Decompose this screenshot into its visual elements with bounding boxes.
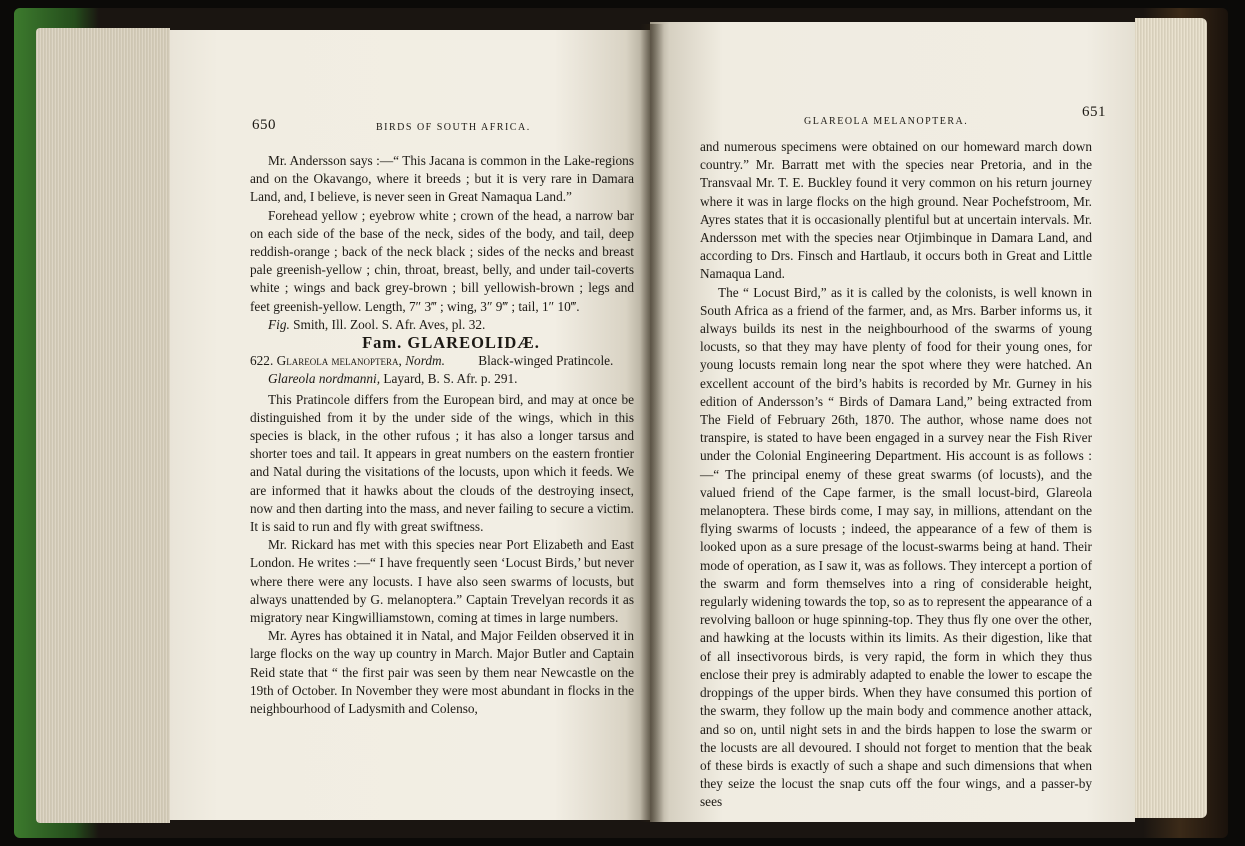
left-running-title: BIRDS OF SOUTH AFRICA.: [376, 122, 531, 133]
paragraph: The “ Locust Bird,” as it is called by the colonists, is well known in South Africa as a friend of the farmer, and, as Mrs. Barber informs us, it always builds its nest in the neighbourhood of the swarms of young locusts, so that they may have plenty of food for their young ones, for young locusts remain long near the spot where they were hatched. An excellent account of the bird’s habits is recorded by Mr. Gurney in his edition of Andersson’s “ Birds of Damara Land,” being extracted from The Field of February 26th, 1870. The author, whose name does not transpire, is stated to have been engaged in a survey near the Fish River under the Colonial Engineering Department. His account is as follows :—“ The principal enemy of these great swarms (of locusts), and the valued friend of the Cape farmer, is the small locust-bird, Glareola melanoptera. These birds come, I may say, in millions, attendant on the flying swarms of locusts ; indeed, the appearance of a few of them is looked upon as a sure presage of the locust-swarms being at hand. Their mode of operation, as I saw it, was as follows. They intercept a portion of the swarm and form themselves into a ring of considerable height, regularly widening towards the top, so as to represent the appearance of a revolving balloon or huge spinning-top. They thus fly one over the other, and hawking at the locusts within its limits. As their digestion, like that of all insectivorous birds, is very rapid, the form in which they thus enclose their prey is admirably adapted to enable the lower to escape the droppings of the upper birds. When they have consumed this portion of the swarm, they follow up the main body and commence another attack, and so on, until night sets in and the birds happen to lose the swarm or the locusts are all devoured. I should not forget to mention that the beak of these birds is exactly of such a shape and such dimensions that when they seize the locust the snap cuts off the four wings, and a passer-by sees: [700, 284, 1092, 810]
left-text-column: [250, 152, 634, 718]
left-page-number: 650: [252, 117, 276, 133]
species-common-name: Black-winged Pratincole.: [478, 353, 614, 369]
paragraph: This Pratincole differs from the European bird, and may at once be distinguished from it by the under side of the wings, which in this species is black, in the other rufous ; it has also a longer tarsus and shorter toes and tail. It appears in great numbers on the eastern frontier and Natal during the visitations of the locusts, upon which it feeds. We are informed that it hawks about the clouds of the destroying insect, now and then darting into the mass, and never failing to secure a victim. It is said to run and fly with great swiftness.: [250, 391, 634, 535]
right-page-edges: [1135, 18, 1207, 818]
left-running-head: [170, 117, 650, 140]
family-heading: Fam. GLAREOLIDÆ.: [362, 333, 540, 353]
paragraph: and numerous specimens were obtained on our homeward march down country.” Mr. Barratt met with the species near Pretoria, and in the Transvaal Mr. T. E. Buckley found it very common on his return journey where it was in large flocks on the high ground. Near Pochefstroom, Mr. Ayres states that it is occasionally plentiful but at uncertain intervals. Mr. Andersson met with the species near Otjimbinque in Damara Land, and according to Drs. Finsch and Hartlaub, it occurs both in Great and Little Namaqua Land.: [700, 139, 1092, 282]
right-page: [650, 22, 1135, 822]
right-text-column: [700, 138, 1092, 812]
paragraph: Mr. Andersson says :—“ This Jacana is common in the Lake-regions and on the Okavango, where it breeds ; but it is very rare in Damara Land, and, I believe, is never seen in Great Namaqua Land.”: [250, 153, 634, 205]
species-heading: [250, 352, 634, 370]
species-number: 622.: [250, 353, 274, 369]
book-gutter: [640, 24, 664, 822]
paragraph: Mr. Ayres has obtained it in Natal, and Major Feilden observed it in large flocks on the way up country in March. Major Butler and Captain Reid state that “ the first pair was seen by them near Newcastle on the 19th of October. In November they were most abundant in flocks in the neighbourhood of Ladysmith and Colenso,: [250, 628, 634, 717]
figure-reference: [250, 316, 634, 334]
species-name: Glareola melanoptera,: [276, 353, 402, 369]
synonym-line: [250, 370, 634, 388]
left-page-edges: [36, 28, 170, 823]
right-page-number: 651: [1082, 104, 1106, 120]
fig-label: Fig.: [268, 316, 290, 332]
right-running-head: [650, 104, 1135, 134]
synonym-name: Glareola nordmanni,: [268, 371, 381, 387]
paragraph: Forehead yellow ; eyebrow white ; crown of the head, a narrow bar on each side of the base of the neck, sides of the body, and tail, deep reddish-orange ; back of the neck black ; sides of the necks and breast pale greenish-yellow ; chin, throat, breast, belly, and under tail-coverts white ; wings and back grey-brown ; bill yellowish-brown ; legs and feet greenish-yellow. Length, 7″ 3‴ ; wing, 3″ 9‴ ; tail, 1″ 10‴.: [250, 207, 634, 314]
left-page: [170, 30, 650, 820]
synonym-reference: Layard, B. S. Afr. p. 291.: [383, 371, 518, 387]
species-author: Nordm.: [405, 353, 445, 369]
paragraph: Mr. Rickard has met with this species near Port Elizabeth and East London. He writes :—“ I have frequently seen ‘Locust Birds,’ but never where there were any locusts. I have also seen swarms of locusts, but always unattended by G. melanoptera.” Captain Trevelyan records it as migratory near Kingwilliamstown, coming at times in large numbers.: [250, 537, 634, 626]
right-running-title: GLAREOLA MELANOPTERA.: [804, 116, 969, 127]
fig-text: Smith, Ill. Zool. S. Afr. Aves, pl. 32.: [293, 316, 486, 332]
